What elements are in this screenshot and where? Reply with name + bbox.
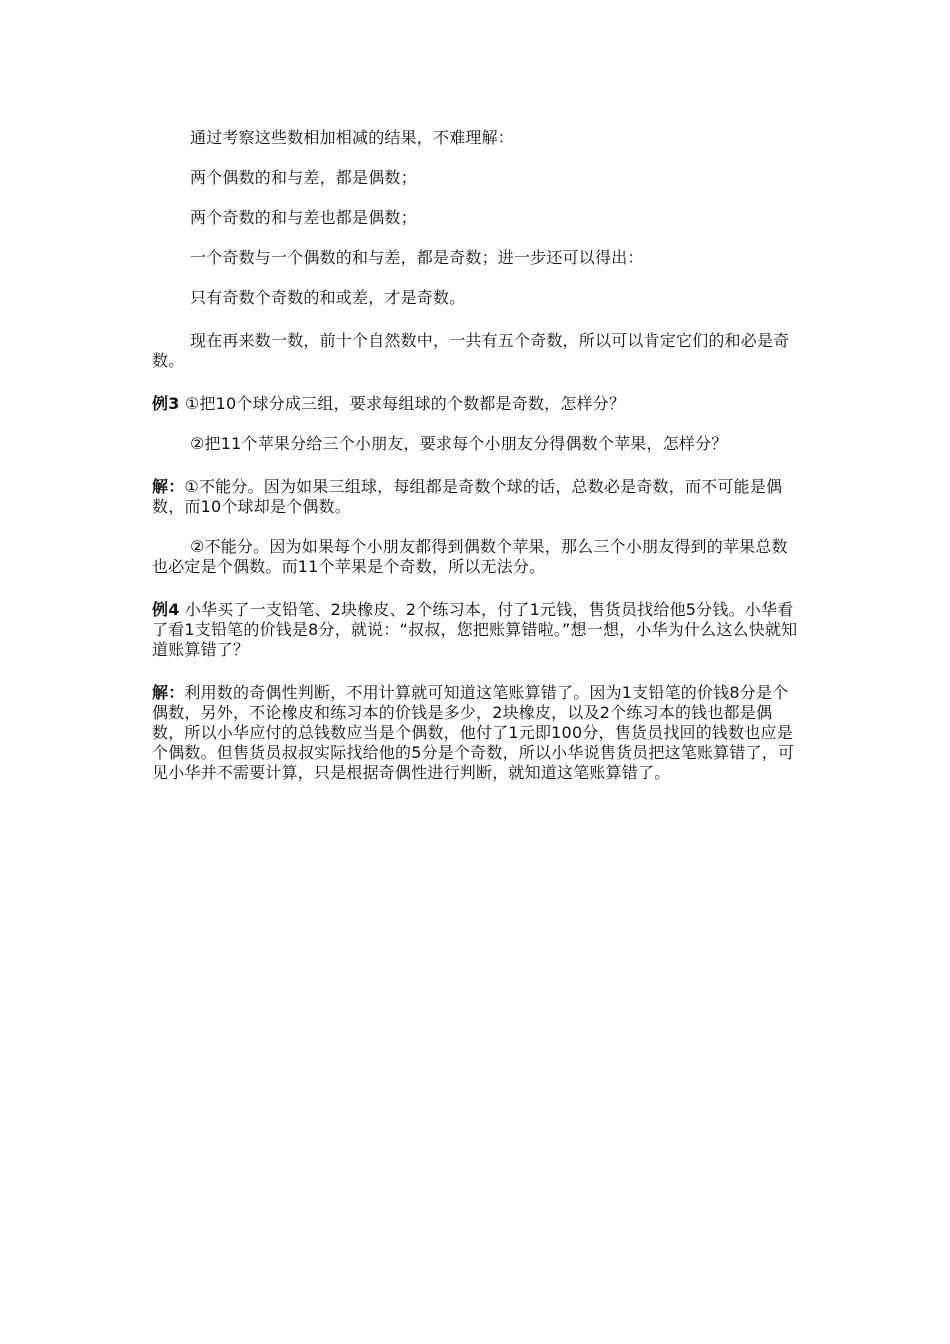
paragraph-observation: 通过考察这些数相加相减的结果，不难理解： [190, 128, 515, 147]
paragraph-even-even: 两个偶数的和与差，都是偶数； [190, 168, 417, 187]
paragraph-odd-even: 一个奇数与一个偶数的和与差，都是奇数；进一步还可以得出： [190, 248, 644, 267]
example3-q1-text: ①把10个球分成三组，要求每组球的个数都是奇数，怎样分？ [184, 394, 626, 413]
paragraph-odd-odd: 两个奇数的和与差也都是偶数； [190, 208, 417, 227]
example3-question2: ②把11个苹果分给三个小朋友，要求每个小朋友分得偶数个苹果，怎样分？ [190, 434, 728, 453]
paragraph-first-ten: 现在再来数一数，前十个自然数中，一共有五个奇数，所以可以肯定它们的和必是奇数。 [152, 331, 790, 370]
solution4-label: 解： [152, 683, 185, 702]
example4-label: 例4 [152, 600, 180, 619]
document-body [152, 128, 802, 783]
example4-text: 小华买了一支铅笔、2块橡皮、2个练习本，付了1元钱，售货员找给他5分钱。小华看了看1支铅笔的价钱是8分，就说：“叔叔，您把账算错啦。”想一想，小华为什么这么快就知道账算错了？ [152, 600, 798, 659]
paragraph-odd-count: 只有奇数个奇数的和或差，才是奇数。 [190, 288, 466, 307]
example3-question1 [152, 394, 802, 414]
solution3-answer2: ②不能分。因为如果每个小朋友都得到偶数个苹果，那么三个小朋友得到的苹果总数也必定是个偶数。而11个苹果是个奇数，所以无法分。 [152, 537, 788, 576]
solution4-answer [152, 683, 802, 783]
example3-label: 例3 [152, 394, 180, 413]
solution3-answer1 [152, 477, 802, 517]
solution3-a1-text: ①不能分。因为如果三组球，每组都是奇数个球的话，总数必是奇数，而不可能是偶数，而10个球却是个偶数。 [152, 477, 783, 516]
solution4-text: 利用数的奇偶性判断，不用计算就可知道这笔账算错了。因为1支铅笔的价钱8分是个偶数，另外，不论橡皮和练习本的价钱是多少，2块橡皮，以及2个练习本的钱也都是偶数，所以小华应付的总钱数应当是个偶数，他付了1元即100分，售货员找回的钱数也应是个偶数。但售货员叔叔实际找给他的5分是个奇数，所以小华说售货员把这笔账算错了，可见小华并不需要计算，只是根据奇偶性进行判断，就知道这笔账算错了。 [152, 683, 795, 782]
example4-question [152, 600, 802, 660]
solution3-label: 解： [152, 477, 185, 496]
